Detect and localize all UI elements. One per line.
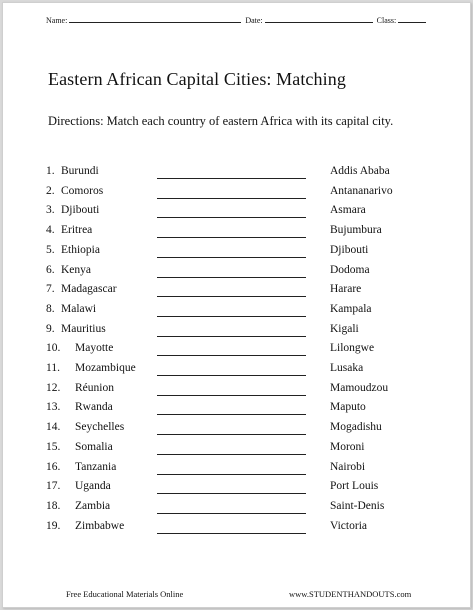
capital-option: Kampala — [330, 302, 372, 315]
matching-row — [3, 183, 470, 203]
item-number: 15. — [46, 440, 61, 453]
country-name: Burundi — [61, 165, 99, 177]
class-blank — [398, 14, 426, 23]
country-name: Zimbabwe — [75, 519, 125, 532]
matching-row — [3, 518, 470, 538]
capital-option: Saint-Denis — [330, 499, 385, 512]
item-number: 1. — [46, 165, 55, 177]
answer-blank[interactable] — [157, 533, 306, 534]
item-number: 7. — [46, 283, 55, 296]
capital-option: Lusaka — [330, 362, 364, 374]
item-number: 12. — [46, 381, 61, 394]
matching-row — [3, 478, 470, 498]
answer-blank[interactable] — [157, 375, 306, 376]
matching-row — [3, 360, 470, 380]
capital-option: Victoria — [330, 519, 367, 532]
item-number: 2. — [46, 184, 55, 197]
item-number: 17. — [46, 480, 61, 493]
country-name: Uganda — [75, 480, 111, 493]
capital-option: Mamoudzou — [330, 381, 389, 394]
answer-blank[interactable] — [157, 178, 306, 179]
matching-row — [3, 163, 470, 183]
answer-blank[interactable] — [157, 316, 306, 317]
matching-row — [3, 301, 470, 321]
item-number: 11. — [46, 362, 60, 374]
country-name: Somalia — [75, 440, 113, 453]
country-name: Mayotte — [75, 342, 114, 355]
matching-row — [3, 321, 470, 341]
matching-row — [3, 262, 470, 282]
capital-option: Djibouti — [330, 243, 369, 256]
country-name: Seychelles — [75, 421, 125, 434]
answer-blank[interactable] — [157, 257, 306, 258]
answer-blank[interactable] — [157, 355, 306, 356]
date-label: Date: — [245, 16, 263, 25]
capital-option: Addis Ababa — [330, 165, 390, 177]
capital-option: Harare — [330, 283, 362, 296]
capital-option: Kigali — [330, 322, 359, 335]
matching-row — [3, 202, 470, 222]
answer-blank[interactable] — [157, 395, 306, 396]
answer-blank[interactable] — [157, 434, 306, 435]
country-name: Ethiopia — [61, 243, 100, 256]
capital-option: Bujumbura — [330, 224, 382, 237]
capital-option: Moroni — [330, 440, 365, 453]
country-name: Djibouti — [61, 204, 100, 217]
answer-blank[interactable] — [157, 414, 306, 415]
matching-row — [3, 459, 470, 479]
country-name: Mauritius — [61, 322, 106, 335]
capital-option: Asmara — [330, 204, 366, 217]
matching-row — [3, 281, 470, 301]
answer-blank[interactable] — [157, 237, 306, 238]
item-number: 13. — [46, 401, 61, 414]
item-number: 3. — [46, 204, 55, 217]
country-name: Réunion — [75, 381, 114, 394]
capital-option: Lilongwe — [330, 342, 375, 355]
item-number: 9. — [46, 322, 55, 335]
matching-row — [3, 242, 470, 262]
country-name: Rwanda — [75, 401, 113, 414]
name-label: Name: — [46, 16, 68, 25]
worksheet-title: Eastern African Capital Cities: Matching — [48, 69, 346, 89]
matching-row — [3, 222, 470, 242]
item-number: 5. — [46, 243, 55, 256]
matching-row — [3, 439, 470, 459]
capital-option: Nairobi — [330, 460, 366, 473]
student-info-header — [46, 14, 436, 26]
answer-blank[interactable] — [157, 454, 306, 455]
directions-text: Directions: Match each country of eastern Africa with its capital city. — [48, 114, 394, 128]
item-number: 18. — [46, 499, 61, 512]
country-name: Eritrea — [61, 224, 93, 237]
matching-row — [3, 419, 470, 439]
footer-right-text: www.STUDENTHANDOUTS.com — [289, 589, 412, 599]
answer-blank[interactable] — [157, 217, 306, 218]
capital-option: Maputo — [330, 401, 366, 414]
answer-blank[interactable] — [157, 277, 306, 278]
capital-option: Mogadishu — [330, 421, 382, 434]
country-name: Kenya — [61, 263, 92, 276]
country-name: Zambia — [75, 499, 111, 512]
worksheet-page — [2, 2, 471, 608]
country-name: Tanzania — [75, 460, 117, 473]
answer-blank[interactable] — [157, 296, 306, 297]
country-name: Madagascar — [61, 283, 117, 296]
capital-option: Port Louis — [330, 480, 379, 493]
name-blank — [69, 14, 241, 23]
item-number: 6. — [46, 263, 55, 276]
matching-row — [3, 399, 470, 419]
footer-left-text: Free Educational Materials Online — [66, 589, 184, 599]
item-number: 8. — [46, 302, 55, 315]
matching-row — [3, 498, 470, 518]
matching-row — [3, 380, 470, 400]
answer-blank[interactable] — [157, 493, 306, 494]
item-number: 16. — [46, 460, 61, 473]
country-name: Mozambique — [75, 362, 136, 374]
country-name: Malawi — [61, 302, 97, 315]
country-name: Comoros — [61, 184, 104, 197]
item-number: 19. — [46, 519, 61, 532]
date-blank — [265, 14, 373, 23]
answer-blank[interactable] — [157, 474, 306, 475]
answer-blank[interactable] — [157, 513, 306, 514]
answer-blank[interactable] — [157, 198, 306, 199]
item-number: 10. — [46, 342, 61, 355]
capital-option: Dodoma — [330, 263, 370, 276]
matching-row — [3, 340, 470, 360]
answer-blank[interactable] — [157, 336, 306, 337]
class-label: Class: — [376, 16, 397, 25]
capital-option: Antananarivo — [330, 184, 393, 197]
item-number: 4. — [46, 224, 55, 237]
item-number: 14. — [46, 421, 61, 434]
